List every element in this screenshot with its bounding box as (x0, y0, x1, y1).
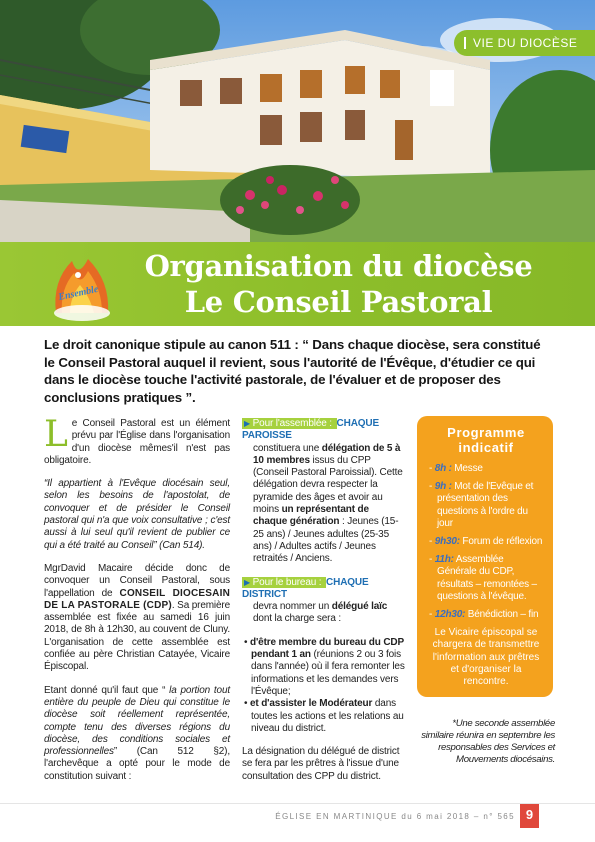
list-item: • et d'assister le Modérateur dans toutes les actions et les relations au niveau du district. (244, 698, 404, 734)
col1-canon-quote: “Il appartient à l'Evêque diocésain seul, selon les besoins de l'apostolat, de convoquer et de présider le Conseil pastoral qui n'a que voix consultative ; c'est aussi à lui seul qu'il revient de publier ce qui a été traité au Conseil” (Can 514). (44, 478, 230, 551)
col1-p4-b: ” (Can 512 §2), l'archevêque a opté pour le mode de constitution suivant : (44, 746, 230, 782)
col1-p3-a: MgrDavid Macaire décide donc de convoquer un Conseil Pastoral, sous l'appellation de (44, 562, 230, 599)
programme-item: - 8h : Messe (429, 463, 483, 474)
programme-time: 8h : (434, 463, 452, 474)
col1-cdp-name: CONSEIL DIOCESAIN DE LA PASTORALE (CDP) (44, 587, 230, 611)
assembly-label: Pour l'assemblée : (252, 418, 335, 429)
duty-2-text: dans toutes les actions et les relations au niveau du district. (251, 698, 404, 734)
section-tab (454, 30, 595, 56)
bureau-bold-1: délégué laïc (331, 601, 388, 613)
logo-text: Ensemble (57, 283, 100, 304)
programme-text: Forum de réflexion (459, 536, 543, 548)
bureau-highlight (242, 577, 326, 588)
intro-paragraph: Le droit canonique stipule au canon 511 : “ Dans chaque diocèse, sera constitué le Conseil Pastoral auquel il revient, sous l'autorité de l'Évêque, d'étudier ce qui dans le diocèse touche l'activité pastorale, de l'évaluer et de proposer des conclusions pratiques ”. (44, 337, 541, 405)
drop-cap: L (44, 414, 68, 455)
programme-text: Mot de l'Evêque et présentation des questions à l'ordre du jour (437, 481, 534, 529)
assembly-bold-1: délégation de 5 à 10 membres (253, 442, 401, 466)
assembly-bold-2: un représentant de chaque génération (253, 504, 369, 528)
page-number: 9 (520, 804, 539, 828)
section-tab-label: VIE DU DIOCÈSE (473, 36, 578, 50)
col1-paragraph-4 (44, 685, 230, 783)
programme-text: Messe (451, 463, 483, 474)
list-item: • d'être membre du bureau du CDP pendant 1 an (réunions 2 ou 3 fois dans l'année) où il fera remonter les informations et les demandes vers l'Évêque; (244, 636, 405, 697)
bureau-text-1: devra nommer un (253, 601, 332, 613)
programme-list (429, 463, 543, 621)
col1-paragraph-3 (44, 563, 230, 674)
bureau-duties-list (242, 637, 405, 735)
programme-title-line-2: indicatif (458, 440, 514, 455)
assembly-key: CHAQUE PAROISSE (242, 418, 379, 442)
bureau-key: CHAQUE DISTRICT (242, 576, 369, 600)
title-line-1: Organisation du diocèse (144, 249, 533, 283)
assembly-body (242, 443, 405, 566)
column-2 (242, 418, 405, 794)
footer-divider (0, 803, 595, 804)
bureau-label: Pour le bureau : (252, 576, 325, 588)
bureau-paragraph (242, 577, 405, 626)
col1-p4-emphasis: la portion tout entière du peuple de Dieu qui constitue le diocèse soit réellement représentée, compte tenu des diverses régions du diocèse, des conditions sociales et professionnelles (44, 684, 230, 758)
col1-paragraph-1 (44, 414, 230, 467)
col1-p1-text: e Conseil Pastoral est un élément prévu par l'Église dans l'organisation d'un diocèse mêmes'il n'est pas obligatoire. (44, 418, 230, 466)
footnote: *Une seconde assemblée similaire réunira en septembre les responsables des Services et Mouvements diocésains. (421, 718, 555, 765)
programme-title (429, 425, 543, 455)
programme-note: Le Vicaire épiscopal se chargera de transmettre l'information aux prêtres et d'organiser la rencontre. (432, 627, 540, 688)
programme-time: 11h: (434, 554, 454, 566)
title-line-2: Le Conseil Pastoral (184, 285, 493, 319)
programme-text: Assemblée Générale du CDP, résultats – remontées – questions à l'évêque. (437, 554, 537, 602)
tab-bar-decoration (464, 37, 466, 49)
column-1 (44, 414, 231, 794)
programme-item: - 9h : Mot de l'Evêque et présentation des questions à l'ordre du jour (429, 481, 534, 529)
col1-p3-b: . Sa première assemblée est fixée au samedi 16 juin 2018, de 8h à 12h30, au couvent de Cluny. L'organisation de cette assemblée est confiée au père Christian Catayée, Vicaire Épiscopal. (44, 599, 231, 673)
duty-1-bold: d'être membre du bureau du CDP pendant 1 an (249, 636, 404, 661)
programme-item: - 9h30: Forum de réflexion (429, 536, 543, 548)
programme-text: Bénédiction – fin (465, 609, 539, 621)
programme-item: - 12h30: Bénédiction – fin (429, 609, 539, 621)
page-title (92, 248, 585, 320)
programme-time: 9h : (434, 481, 452, 493)
bureau-text-2: dont la charge sera : (253, 613, 342, 625)
duty-2-bold: et d'assister le Modérateur (249, 698, 373, 710)
triangle-right-icon: ▶ (244, 419, 251, 428)
duty-1-text: (réunions 2 ou 3 fois dans l'année) où il fera remonter les informations et les demandes vers l'Évêque; (251, 649, 405, 697)
assembly-text-2: issus du CPP (Conseil Pastoral Paroissial). Cette délégation devra respecter la pyramide des âges et avoir au moins (253, 454, 403, 516)
district-designation: La désignation du délégué de district se fera par les prêtres à l'issue d'une consultation des CPP du district. (242, 746, 400, 782)
assembly-text-1: constituera une (253, 442, 322, 454)
programme-item: - 11h: Assemblée Générale du CDP, résultats – remontées – questions à l'évêque. (429, 554, 537, 602)
programme-title-line-1: Programme (447, 425, 525, 440)
programme-box (417, 416, 553, 697)
assembly-highlight (242, 418, 337, 429)
col1-p4-a: Etant donné qu'il faut que “ (44, 684, 170, 696)
assembly-paragraph (242, 418, 405, 566)
programme-time: 9h30: (434, 536, 460, 548)
ensemble-logo (48, 251, 116, 323)
bureau-body (242, 601, 405, 626)
programme-time: 12h30: (434, 609, 466, 621)
footer-publication: ÉGLISE EN MARTINIQUE du 6 mai 2018 – n° 565 (275, 812, 515, 821)
assembly-text-3: : Jeunes (15-25 ans) / Jeunes adultes (25-35 ans) / Adultes actifs / Jeunes retraités / Anciens. (253, 516, 399, 565)
triangle-right-icon: ▶ (244, 577, 251, 587)
